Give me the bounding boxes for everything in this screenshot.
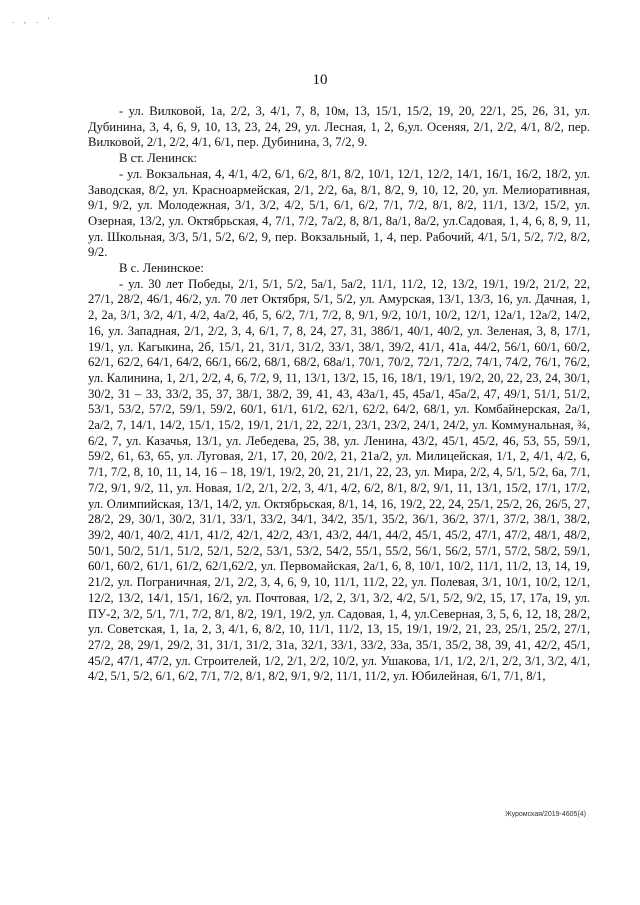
document-body	[88, 104, 590, 685]
heading-s-leninskoe: В с. Ленинское:	[119, 261, 204, 276]
paragraph-vilkovoy-streets: - ул. Вилковой, 1а, 2/2, 3, 4/1, 7, 8, 10м, 13, 15/1, 15/2, 19, 20, 22/1, 25, 26, 31, ул. Дубинина, 3, 4, 6, 9, 10, 13, 23, 24, 29, ул. Лесная, 1, 2, 6,ул. Осеняя, 2/1, 2/2, 4/1, 8/2, пер. Вилковой, 2/1, 2/2, 4/1, 6/1, пер. Дубинина, 3, 7/2, 9.	[88, 104, 590, 150]
heading-st-leninsk: В ст. Ленинск:	[119, 151, 198, 166]
paragraph-st-leninsk-streets: - ул. Вокзальная, 4, 4/1, 4/2, 6/1, 6/2, 8/1, 8/2, 10/1, 12/1, 12/2, 14/1, 16/1, 16/2, 18/2, ул. Заводская, 8/2, ул. Красноармейская, 2/1, 2/2, 6а, 8/1, 8/2, 9, 10, 12, 20, ул. Мелиоративная, 9/1, 9/2, ул. Молодежная, 3/1, 3/2, 4/2, 5/1, 6/1, 6/2, 7/1, 7/2, 8/1, 8/2, 11/1, 13/2, 15/2, ул. Озерная, 13/2, ул. Октябрьская, 4, 7/1, 7/2, 7а/2, 8, 8/1, 8а/1, 8а/2, ул.Садовая, 1, 4, 6, 8, 9, 11, ул. Школьная, 3/3, 5/1, 5/2, 6/2, 9, пер. Вокзальный, 1, 4, пер. Рабочий, 4/1, 5/1, 5/2, 7/2, 8/2, 9/2.	[88, 166, 590, 260]
page-number: 10	[312, 72, 328, 88]
scan-artifact-marks: . , . '	[12, 16, 54, 25]
document-reference-code: Журомская/2019-4605(4)	[505, 811, 586, 818]
paragraph-s-leninskoe-streets: - ул. 30 лет Победы, 2/1, 5/1, 5/2, 5а/1, 5а/2, 11/1, 11/2, 12, 13/2, 19/1, 19/2, 21/2, 22, 27/1, 28/2, 46/1, 46/2, ул. 70 лет Октября, 5/1, 5/2, ул. Амурская, 13/1, 13/3, 16, ул. Дачная, 1, 2, 2а, 3/1, 3/2, 4/1, 4/2, 4а/2, 4б, 5, 6/2, 7/1, 7/2, 8, 9/1, 9/2, 10/1, 10/2, 12/1, 12а/1, 12а/2, 14/2, 16, ул. Западная, 2/1, 2/2, 3, 4, 6/1, 7, 8, 24, 27, 31, 38б/1, 40/1, 40/2, ул. Зеленая, 3, 8, 17/1, 19/1, ул. Кагыкина, 2б, 15/1, 21, 31/1, 31/2, 33/1, 38/1, 39/2, 41/1, 41а, 44/2, 56/1, 60/1, 60/2, 62/1, 62/2, 64/1, 64/2, 66/1, 66/2, 68/1, 68/2, 68а/1, 70/1, 70/2, 72/1, 72/2, 74/1, 74/2, 76/1, 76/2, ул. Калинина, 1, 2/1, 2/2, 4, 6, 7/2, 9, 11, 13/1, 13/2, 15, 16, 18/1, 19/1, 19/2, 20, 22, 23, 24, 30/1, 30/2, 31 – 33, 33/2, 35, 37, 38/1, 38/2, 39, 41, 43, 43а/1, 45, 45а/1, 45а/2, 47, 49/1, 51/1, 51/2, 53/1, 53/2, 57/2, 59/1, 59/2, 60/1, 61/1, 61/2, 62/1, 62/2, 64/2, 68/1, ул. Комбайнерская, 2а/1, 2а/2, 7, 14/1, 14/2, 15/1, 15/2, 19/1, 21/1, 22, 22/1, 23/1, 23/2, 24/1, 24/2, ул. Коммунальная, ¾, 6/2, 7, ул. Казачья, 13/1, ул. Лебедева, 25, 38, ул. Ленина, 43/2, 45/1, 45/2, 46, 53, 55, 59/1, 59/2, 61, 63, 65, ул. Луговая, 2/1, 17, 20, 20/2, 21, 21а/2, ул. Милицейская, 1/1, 2, 4/1, 4/2, 6, 7/1, 7/2, 8, 10, 11, 14, 16 – 18, 19/1, 19/2, 20, 21, 21/1, 22, 23, ул. Мира, 2/2, 4, 5/1, 5/2, 6а, 7/1, 7/2, 9/1, 9/2, 11, ул. Новая, 1/2, 2/1, 2/2, 3, 4/1, 4/2, 6/2, 8/1, 8/2, 9/1, 11, 13/1, 15/2, 17/1, 17/2, ул. Олимпийская, 13/1, 14/2, ул. Октябрьская, 8/1, 14, 16, 19/2, 22, 24, 25/1, 25/2, 26, 26/5, 27, 28/2, 29, 30/1, 30/2, 31/1, 33/1, 33/2, 34/1, 34/2, 35/1, 35/2, 36/1, 36/2, 37/1, 37/2, 38/1, 38/2, 39/2, 40/1, 40/2, 41/1, 41/2, 42/1, 42/2, 43/1, 43/2, 44/1, 44/2, 45/1, 45/2, 47/1, 47/2, 48/1, 48/2, 50/1, 50/2, 51/1, 51/2, 52/1, 52/2, 53/1, 53/2, 54/2, 55/1, 55/2, 56/1, 56/2, 57/1, 57/2, 58/2, 59/1, 60/1, 60/2, 61/1, 61/2, 62/1,62/2, ул. Первомайская, 2а/1, 6, 8, 10/1, 10/2, 11/1, 11/2, 13, 14, 19, 21/2, ул. Пограничная, 2/1, 2/2, 3, 4, 6, 9, 10, 11/1, 11/2, 22, ул. Полевая, 3/1, 10/1, 10/2, 12/1, 12/2, 13/2, 14/1, 15/1, 16/2, ул. Почтовая, 1/2, 2, 3/1, 3/2, 4/2, 5/1, 5/2, 9/2, 15, 17, 17а, 19, ул. ПУ-2, 3/2, 5/1, 7/1, 7/2, 8/1, 8/2, 19/1, 19/2, ул. Садовая, 1, 4, ул.Северная, 3, 5, 6, 12, 18, 28/2, ул. Советская, 1, 1а, 2, 3, 4/1, 6, 8/2, 10, 11/1, 11/2, 13, 15, 19/1, 19/2, 21, 23, 25/1, 25/2, 27/1, 27/2, 28, 29/1, 29/2, 31, 31/1, 31/2, 31а, 32/1, 33/1, 33/2, 33а, 35/1, 35/2, 38, 39, 41, 42/2, 45/1, 45/2, 47/1, 47/2, ул. Строителей, 1/2, 2/1, 2/2, 10/2, ул. Ушакова, 1/1, 1/2, 2/1, 2/2, 3/1, 3/2, 4/1, 4/2, 5/1, 5/2, 6/1, 6/2, 7/1, 7/2, 8/1, 8/2, 9/1, 9/2, 11/1, 11/2, ул. Юбилейная, 6/1, 7/1, 8/1,	[88, 276, 590, 684]
